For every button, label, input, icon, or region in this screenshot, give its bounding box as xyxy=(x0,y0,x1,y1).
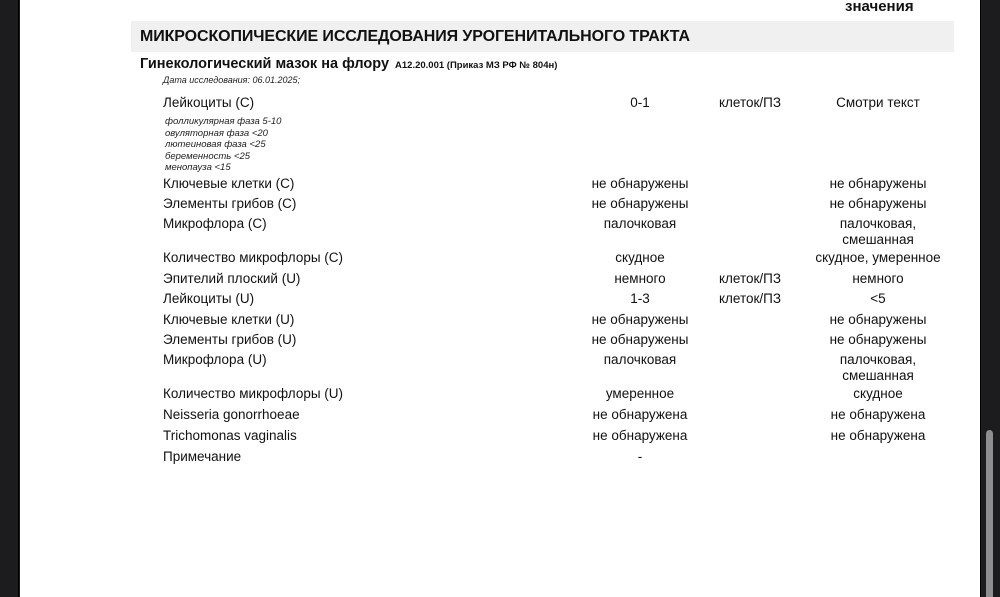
reference-note: фолликулярная фаза 5-10 xyxy=(165,116,282,127)
param-reference: палочковая, смешанная xyxy=(839,216,917,247)
test-code: A12.20.001 (Приказ МЗ РФ № 804н) xyxy=(395,60,558,71)
param-name: Лейкоциты (U) xyxy=(163,291,255,306)
param-value: не обнаружены xyxy=(591,332,689,347)
test-name: Гинекологический мазок на флору xyxy=(140,56,390,72)
param-name: Ключевые клетки (C) xyxy=(163,176,295,191)
param-value: не обнаружена xyxy=(592,407,688,422)
reference-note: беременность <25 xyxy=(165,150,251,162)
param-reference: Смотри текст xyxy=(836,95,920,110)
section-title: МИКРОСКОПИЧЕСКИЕ ИССЛЕДОВАНИЯ УРОГЕНИТАЛЬНОГО ТРАКТА xyxy=(140,28,690,45)
param-unit: клеток/ПЗ xyxy=(718,95,782,110)
param-value: умеренное xyxy=(605,386,675,401)
param-value: палочковая xyxy=(603,352,677,367)
study-date: Дата исследования: 06.01.2025; xyxy=(163,75,301,85)
param-name: Микрофлора (C) xyxy=(163,216,267,231)
reference-notes xyxy=(165,116,281,174)
param-name: Ключевые клетки (U) xyxy=(163,312,295,327)
param-reference: палочковая, смешанная xyxy=(839,352,917,383)
param-value: немного xyxy=(614,271,666,286)
param-reference: немного xyxy=(852,271,904,286)
param-name: Количество микрофлоры (U) xyxy=(163,386,344,401)
reference-note: овуляторная фаза <20 xyxy=(165,127,268,139)
param-value: не обнаружены xyxy=(591,176,689,191)
left-frame xyxy=(0,0,19,597)
param-name: Лейкоциты (C) xyxy=(163,95,255,110)
param-reference: скудное, умеренное xyxy=(815,250,941,265)
param-value: не обнаружены xyxy=(591,312,689,327)
param-value: палочковая xyxy=(603,216,677,231)
param-unit: клеток/ПЗ xyxy=(718,271,782,286)
param-value: не обнаружена xyxy=(592,428,688,443)
test-title xyxy=(140,56,557,72)
param-value: не обнаружены xyxy=(591,196,689,211)
param-reference: не обнаружена xyxy=(830,428,926,443)
reference-column-header: значения xyxy=(845,0,914,15)
param-value: 0-1 xyxy=(630,95,650,110)
param-name: Количество микрофлоры (C) xyxy=(163,250,344,265)
param-value: 1-3 xyxy=(630,291,650,306)
param-value: скудное xyxy=(615,250,665,265)
param-name: Trichomonas vaginalis xyxy=(163,428,297,443)
document-page xyxy=(20,0,980,597)
param-name: Примечание xyxy=(163,449,242,464)
vertical-scrollbar-thumb[interactable] xyxy=(986,430,993,597)
param-name: Элементы грибов (C) xyxy=(163,196,297,211)
reference-note: менопауза <15 xyxy=(165,162,231,173)
param-name: Элементы грибов (U) xyxy=(163,332,297,347)
param-value: - xyxy=(637,449,643,464)
param-reference: не обнаружены xyxy=(829,196,927,211)
param-reference: не обнаружены xyxy=(829,312,927,327)
param-reference: не обнаружена xyxy=(830,407,926,422)
reference-note: лютеиновая фаза <25 xyxy=(165,139,266,150)
param-reference: не обнаружены xyxy=(829,332,927,347)
param-reference: не обнаружены xyxy=(829,176,927,191)
param-name: Neisseria gonorrhoeae xyxy=(163,407,300,422)
param-name: Микрофлора (U) xyxy=(163,352,267,367)
param-name: Эпителий плоский (U) xyxy=(163,271,301,286)
param-reference: скудное xyxy=(853,386,903,401)
param-unit: клеток/ПЗ xyxy=(718,291,782,306)
param-reference: <5 xyxy=(870,291,886,306)
